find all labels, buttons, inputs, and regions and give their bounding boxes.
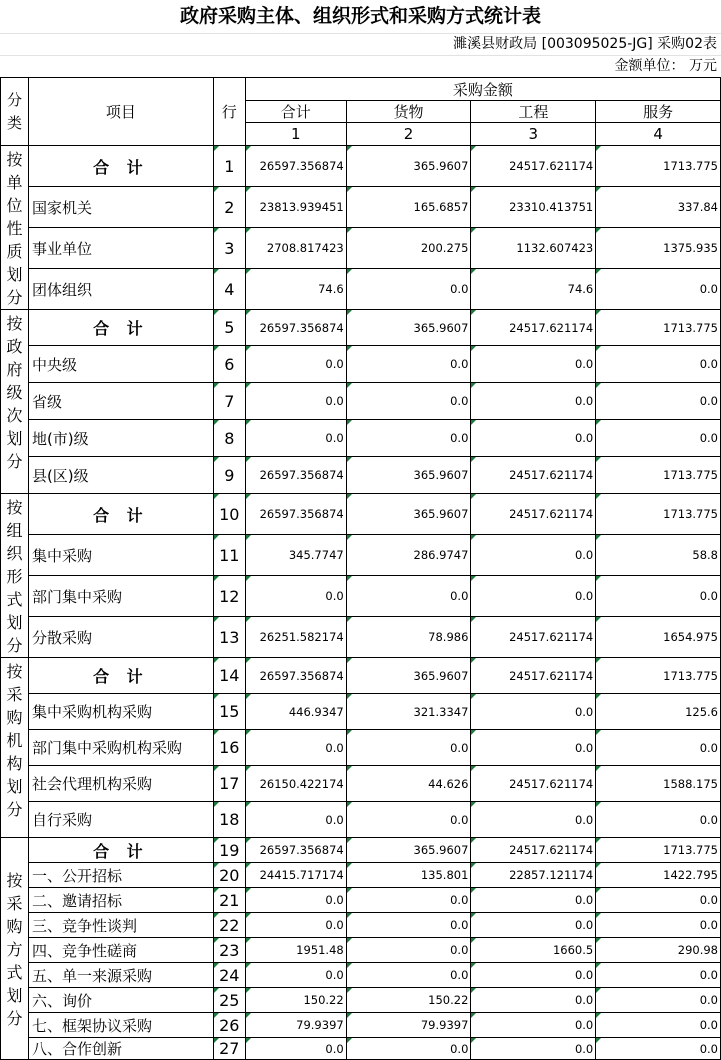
table-row-sum <box>1 658 721 694</box>
header-category: 分类 <box>1 78 29 146</box>
amount-works-cell: 24517.621174 <box>471 146 596 187</box>
amount-goods-cell: 365.9607 <box>346 658 471 694</box>
amount-total-cell: 26251.582174 <box>245 617 346 658</box>
table-row <box>1 383 721 420</box>
item-cell: 合 计 <box>28 310 213 346</box>
amount-services-cell: 0.0 <box>596 1038 721 1060</box>
line-number-cell: 11 <box>213 535 245 576</box>
amount-services-cell: 0.0 <box>596 988 721 1013</box>
table-row <box>1 457 721 494</box>
amount-services-cell: 1713.775 <box>596 658 721 694</box>
amount-total-cell: 1951.48 <box>245 938 346 963</box>
amount-services-cell: 1713.775 <box>596 310 721 346</box>
line-number-cell: 4 <box>213 269 245 310</box>
amount-total-cell: 0.0 <box>245 802 346 838</box>
line-number-cell: 15 <box>213 694 245 730</box>
amount-goods-cell: 0.0 <box>346 802 471 838</box>
amount-total-cell: 26597.356874 <box>245 494 346 535</box>
item-cell: 集中采购机构采购 <box>28 694 213 730</box>
amount-services-cell: 0.0 <box>596 420 721 457</box>
amount-total-cell: 26597.356874 <box>245 838 346 863</box>
amount-total-cell: 24415.717174 <box>245 863 346 888</box>
line-number-cell: 2 <box>213 187 245 228</box>
amount-goods-cell: 0.0 <box>346 420 471 457</box>
amount-goods-cell: 0.0 <box>346 913 471 938</box>
table-row <box>1 269 721 310</box>
amount-services-cell: 58.8 <box>596 535 721 576</box>
amount-works-cell: 0.0 <box>471 1013 596 1038</box>
page-title: 政府采购主体、组织形式和采购方式统计表 <box>179 5 541 27</box>
item-cell: 地(市)级 <box>28 420 213 457</box>
amount-total-cell: 0.0 <box>245 383 346 420</box>
amount-total-cell: 26597.356874 <box>245 310 346 346</box>
table-row <box>1 888 721 913</box>
amount-total-cell: 79.9397 <box>245 1013 346 1038</box>
line-number-cell: 13 <box>213 617 245 658</box>
amount-goods-cell: 0.0 <box>346 963 471 988</box>
table-row <box>1 802 721 838</box>
amount-goods-cell: 365.9607 <box>346 457 471 494</box>
table-row <box>1 228 721 269</box>
amount-works-cell: 0.0 <box>471 913 596 938</box>
item-cell: 一、公开招标 <box>28 863 213 888</box>
amount-services-cell: 0.0 <box>596 730 721 766</box>
table-row <box>1 730 721 766</box>
amount-goods-cell: 365.9607 <box>346 146 471 187</box>
amount-works-cell: 0.0 <box>471 535 596 576</box>
amount-services-cell: 1713.775 <box>596 146 721 187</box>
item-cell: 合 计 <box>28 838 213 863</box>
grid-line <box>0 55 721 56</box>
category-cell: 按采购方式划分 <box>1 838 29 1060</box>
line-number-cell: 10 <box>213 494 245 535</box>
amount-goods-cell: 0.0 <box>346 730 471 766</box>
amount-total-cell: 0.0 <box>245 1038 346 1060</box>
line-number-cell: 6 <box>213 346 245 383</box>
table-row <box>1 576 721 617</box>
header-colnum: 2 <box>346 123 471 146</box>
unit-label: 金额单位： 万元 <box>614 58 717 74</box>
line-number-cell: 17 <box>213 766 245 802</box>
line-number-cell: 1 <box>213 146 245 187</box>
table-row <box>1 913 721 938</box>
table-row <box>1 1013 721 1038</box>
amount-services-cell: 1422.795 <box>596 863 721 888</box>
amount-works-cell: 1132.607423 <box>471 228 596 269</box>
amount-works-cell: 24517.621174 <box>471 457 596 494</box>
amount-works-cell: 24517.621174 <box>471 617 596 658</box>
item-cell: 团体组织 <box>28 269 213 310</box>
amount-works-cell: 0.0 <box>471 730 596 766</box>
header-colnum: 1 <box>245 123 346 146</box>
item-cell: 分散采购 <box>28 617 213 658</box>
amount-works-cell: 0.0 <box>471 988 596 1013</box>
line-number-cell: 7 <box>213 383 245 420</box>
item-cell: 六、询价 <box>28 988 213 1013</box>
line-number-cell: 9 <box>213 457 245 494</box>
amount-works-cell: 74.6 <box>471 269 596 310</box>
amount-services-cell: 337.84 <box>596 187 721 228</box>
amount-goods-cell: 0.0 <box>346 888 471 913</box>
item-cell: 四、竞争性磋商 <box>28 938 213 963</box>
amount-services-cell: 0.0 <box>596 269 721 310</box>
amount-works-cell: 22857.121174 <box>471 863 596 888</box>
amount-total-cell: 345.7747 <box>245 535 346 576</box>
table-row <box>1 963 721 988</box>
line-number-cell: 3 <box>213 228 245 269</box>
amount-goods-cell: 0.0 <box>346 346 471 383</box>
table-row <box>1 535 721 576</box>
amount-works-cell: 0.0 <box>471 420 596 457</box>
line-number-cell: 26 <box>213 1013 245 1038</box>
amount-services-cell: 0.0 <box>596 888 721 913</box>
report-subtitle: 濉溪县财政局 [003095025-JG] 采购02表 <box>453 36 717 52</box>
amount-works-cell: 0.0 <box>471 346 596 383</box>
table-row <box>1 187 721 228</box>
header-amount: 采购金额 <box>245 78 720 101</box>
table-row-sum <box>1 494 721 535</box>
category-cell: 按政府级次划分 <box>1 310 29 494</box>
line-number-cell: 25 <box>213 988 245 1013</box>
item-cell: 二、邀请招标 <box>28 888 213 913</box>
item-cell: 五、单一来源采购 <box>28 963 213 988</box>
item-cell: 部门集中采购机构采购 <box>28 730 213 766</box>
line-number-cell: 16 <box>213 730 245 766</box>
category-cell: 按单位性质划分 <box>1 146 29 310</box>
amount-goods-cell: 78.986 <box>346 617 471 658</box>
line-number-cell: 14 <box>213 658 245 694</box>
statistics-table <box>0 77 721 1060</box>
amount-works-cell: 0.0 <box>471 963 596 988</box>
amount-works-cell: 23310.413751 <box>471 187 596 228</box>
item-cell: 合 计 <box>28 658 213 694</box>
amount-services-cell: 0.0 <box>596 1013 721 1038</box>
amount-goods-cell: 321.3347 <box>346 694 471 730</box>
amount-total-cell: 150.22 <box>245 988 346 1013</box>
amount-total-cell: 0.0 <box>245 420 346 457</box>
amount-works-cell: 24517.621174 <box>471 766 596 802</box>
header-item: 项目 <box>28 78 213 146</box>
amount-goods-cell: 200.275 <box>346 228 471 269</box>
line-number-cell: 19 <box>213 838 245 863</box>
amount-works-cell: 0.0 <box>471 888 596 913</box>
category-cell: 按组织形式划分 <box>1 494 29 658</box>
item-cell: 三、竞争性谈判 <box>28 913 213 938</box>
table-row-sum <box>1 838 721 863</box>
table-row <box>1 346 721 383</box>
amount-goods-cell: 0.0 <box>346 383 471 420</box>
table-row-sum <box>1 146 721 187</box>
line-number-cell: 18 <box>213 802 245 838</box>
amount-goods-cell: 0.0 <box>346 269 471 310</box>
amount-services-cell: 125.6 <box>596 694 721 730</box>
item-cell: 集中采购 <box>28 535 213 576</box>
table-row <box>1 863 721 888</box>
item-cell: 合 计 <box>28 494 213 535</box>
table-row <box>1 938 721 963</box>
amount-total-cell: 0.0 <box>245 576 346 617</box>
table-row <box>1 1038 721 1060</box>
item-cell: 八、合作创新 <box>28 1038 213 1060</box>
amount-services-cell: 1654.975 <box>596 617 721 658</box>
item-cell: 事业单位 <box>28 228 213 269</box>
amount-works-cell: 0.0 <box>471 694 596 730</box>
amount-total-cell: 2708.817423 <box>245 228 346 269</box>
amount-works-cell: 0.0 <box>471 802 596 838</box>
header-col-works: 工程 <box>471 101 596 123</box>
amount-goods-cell: 286.9747 <box>346 535 471 576</box>
line-number-cell: 8 <box>213 420 245 457</box>
header-colnum: 3 <box>471 123 596 146</box>
header-col-goods: 货物 <box>346 101 471 123</box>
table-row-sum <box>1 310 721 346</box>
amount-works-cell: 24517.621174 <box>471 494 596 535</box>
amount-total-cell: 0.0 <box>245 913 346 938</box>
amount-services-cell: 0.0 <box>596 346 721 383</box>
header-colnum: 4 <box>596 123 721 146</box>
amount-works-cell: 24517.621174 <box>471 310 596 346</box>
amount-goods-cell: 0.0 <box>346 1038 471 1060</box>
amount-services-cell: 0.0 <box>596 913 721 938</box>
amount-total-cell: 446.9347 <box>245 694 346 730</box>
table-row <box>1 766 721 802</box>
amount-works-cell: 0.0 <box>471 383 596 420</box>
header-col-total: 合计 <box>245 101 346 123</box>
line-number-cell: 20 <box>213 863 245 888</box>
item-cell: 中央级 <box>28 346 213 383</box>
amount-goods-cell: 365.9607 <box>346 310 471 346</box>
amount-services-cell: 1713.775 <box>596 494 721 535</box>
line-number-cell: 23 <box>213 938 245 963</box>
line-number-cell: 27 <box>213 1038 245 1060</box>
item-cell: 部门集中采购 <box>28 576 213 617</box>
amount-works-cell: 24517.621174 <box>471 658 596 694</box>
amount-goods-cell: 365.9607 <box>346 494 471 535</box>
amount-goods-cell: 44.626 <box>346 766 471 802</box>
table-row <box>1 617 721 658</box>
header-line: 行 <box>213 78 245 146</box>
amount-works-cell: 0.0 <box>471 1038 596 1060</box>
amount-works-cell: 24517.621174 <box>471 838 596 863</box>
amount-goods-cell: 135.801 <box>346 863 471 888</box>
amount-services-cell: 1588.175 <box>596 766 721 802</box>
item-cell: 社会代理机构采购 <box>28 766 213 802</box>
line-number-cell: 22 <box>213 913 245 938</box>
amount-services-cell: 0.0 <box>596 383 721 420</box>
amount-goods-cell: 165.6857 <box>346 187 471 228</box>
item-cell: 国家机关 <box>28 187 213 228</box>
line-number-cell: 12 <box>213 576 245 617</box>
table-row <box>1 694 721 730</box>
amount-goods-cell: 150.22 <box>346 988 471 1013</box>
amount-services-cell: 1713.775 <box>596 838 721 863</box>
item-cell: 省级 <box>28 383 213 420</box>
category-cell: 按采购机构划分 <box>1 658 29 838</box>
amount-total-cell: 0.0 <box>245 730 346 766</box>
amount-services-cell: 0.0 <box>596 802 721 838</box>
amount-total-cell: 26597.356874 <box>245 457 346 494</box>
amount-goods-cell: 365.9607 <box>346 838 471 863</box>
amount-total-cell: 0.0 <box>245 346 346 383</box>
amount-services-cell: 0.0 <box>596 963 721 988</box>
item-cell: 自行采购 <box>28 802 213 838</box>
amount-total-cell: 0.0 <box>245 963 346 988</box>
amount-total-cell: 26150.422174 <box>245 766 346 802</box>
amount-total-cell: 74.6 <box>245 269 346 310</box>
line-number-cell: 21 <box>213 888 245 913</box>
table-row <box>1 988 721 1013</box>
amount-services-cell: 1713.775 <box>596 457 721 494</box>
item-cell: 县(区)级 <box>28 457 213 494</box>
amount-services-cell: 0.0 <box>596 576 721 617</box>
item-cell: 七、框架协议采购 <box>28 1013 213 1038</box>
amount-total-cell: 26597.356874 <box>245 146 346 187</box>
amount-works-cell: 0.0 <box>471 576 596 617</box>
table-row <box>1 420 721 457</box>
amount-services-cell: 290.98 <box>596 938 721 963</box>
header-col-services: 服务 <box>596 101 721 123</box>
amount-works-cell: 1660.5 <box>471 938 596 963</box>
amount-goods-cell: 0.0 <box>346 938 471 963</box>
amount-total-cell: 23813.939451 <box>245 187 346 228</box>
amount-total-cell: 26597.356874 <box>245 658 346 694</box>
line-number-cell: 5 <box>213 310 245 346</box>
amount-services-cell: 1375.935 <box>596 228 721 269</box>
amount-goods-cell: 0.0 <box>346 576 471 617</box>
item-cell: 合 计 <box>28 146 213 187</box>
amount-total-cell: 0.0 <box>245 888 346 913</box>
amount-goods-cell: 79.9397 <box>346 1013 471 1038</box>
line-number-cell: 24 <box>213 963 245 988</box>
table-body <box>1 78 721 1060</box>
